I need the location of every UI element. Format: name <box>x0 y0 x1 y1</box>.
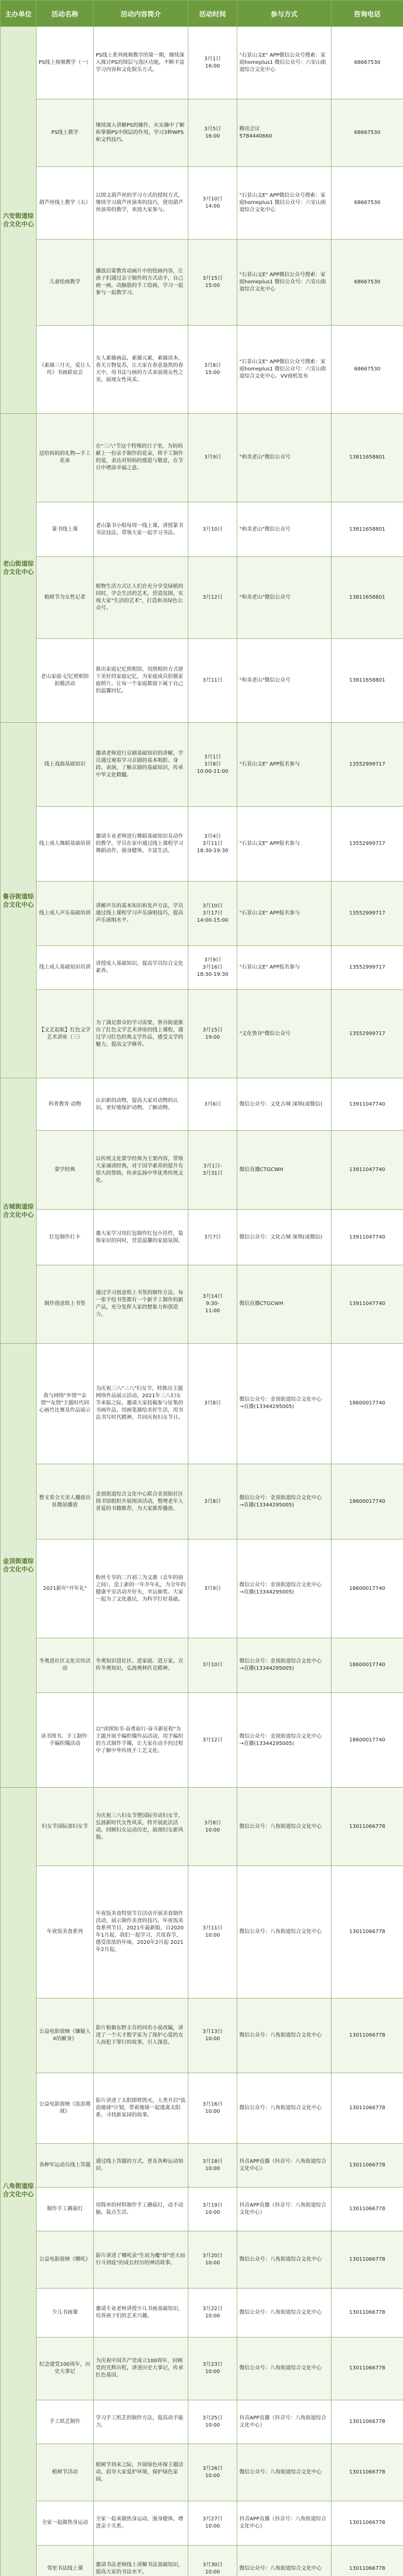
table-row <box>1 557 403 638</box>
contact-phone-cell: 13552999717 <box>331 990 403 1078</box>
participation-method-cell: "石景山文E" APP微信公众号搜索：家庭homeplus1 微信公众号：六安山街道综合文化中心 <box>237 27 331 99</box>
contact-phone-cell: 18600017740 <box>331 1539 403 1638</box>
header-activity-content: 活动内容简介 <box>94 1 188 27</box>
activity-content-cell: 老山篆书小组每周一线上课，讲授篆书书法技法，带领大家一起学习书法。 <box>94 502 188 556</box>
contact-phone-cell: 13811658801 <box>331 413 403 502</box>
participation-method-cell: "石景山文E" APP报名参与 <box>237 807 331 881</box>
activity-time-cell: 3月12日 <box>188 1692 237 1787</box>
activity-name-cell: 线上成人基础知识培训 <box>37 945 94 989</box>
activity-content-cell: 为庆祝三八"三八"妇女节，特推出主题网络作品展示活动，2021年三八妇女节来临之际，邀请大家投稿参与征集的书画作品，用画笔描绘美好生活，用书法书写时代精神，共同庆祝妇女节日。 <box>94 1343 188 1464</box>
contact-phone-cell: 13011066778 <box>331 2501 403 2545</box>
activity-name-cell: 少儿书画课 <box>37 2289 94 2337</box>
activity-name-cell: 篆书线上课 <box>37 502 94 556</box>
activity-time-cell: 3月10日 3月17日 14:00-15:00 <box>188 881 237 945</box>
activity-time-cell: 3月9日 <box>188 1539 237 1638</box>
activity-name-cell: 读书图书、手工制作·手编织镯活动 <box>37 1692 94 1787</box>
contact-phone-cell: 13011066778 <box>331 2231 403 2289</box>
participation-method-cell: 微信直播CTGCWH <box>237 1130 331 1209</box>
contact-phone-cell: 18600017740 <box>331 1464 403 1539</box>
table-row <box>1 2073 403 2143</box>
activity-time-cell: 3月18日 10:00 <box>188 2143 237 2187</box>
table-row <box>1 413 403 502</box>
activity-content-cell: 以传统文化蒙学经典为主要内容，带领大家诵读经典，对于国学素养的提升有很大的帮助，传承弘扬中华优秀传统文化。 <box>94 1130 188 1209</box>
activity-time-cell: 3月16日 10:00 <box>188 2073 237 2143</box>
activity-time-cell: 3月26日 10:00 <box>188 2444 237 2501</box>
activity-time-cell: 3月1日 3月8日 10:00-11:00 <box>188 722 237 806</box>
table-row <box>1 2444 403 2501</box>
venue-cell: 老山街道综合文化中心 <box>1 413 37 722</box>
participation-method-cell: 微信公众号：文化古城 深圳(或微信) <box>237 1078 331 1130</box>
activity-time-cell: 3月1日 16:00 <box>188 27 237 99</box>
participation-method-cell: 微信公众号：八角街道综合文化中心 <box>237 1788 331 1866</box>
activity-name-cell: 《素描三月天，爱让人传》书画联谊会 <box>37 326 94 413</box>
activity-content-cell: 用简单的材料制作手工蘑菇灯，动手动脑，装点生活。 <box>94 2188 188 2231</box>
participation-method-cell: 抖音APP直播（抖音号：八角街道综合文化中心） <box>237 2501 331 2545</box>
table-row <box>1 945 403 989</box>
activity-content-cell: 粉丝专享的二月初三为文惠（去年的前之间），送上新的一年开年礼，为全年的健康平安活动开好头，幸运抽奖、大家一起为了文化惠民，为科学打好基础。 <box>94 1539 188 1638</box>
activity-name-cell: 植树节为女性记者 <box>37 557 94 638</box>
contact-phone-cell: 13911047740 <box>331 1078 403 1130</box>
header-activity-time: 活动时间 <box>188 1 237 27</box>
participation-method-cell: 微信公众号：八角街道综合文化中心 <box>237 1998 331 2073</box>
participation-method-cell: 微信公众号：八角街道综合文化中心 <box>237 2073 331 2143</box>
activity-time-cell: 3月7日 <box>188 1209 237 1265</box>
activity-content-cell: 冬奥知识进社区、进家庭、进万家，宣传冬奥知识，弘扬奥林匹克精神。 <box>94 1638 188 1692</box>
contact-phone-cell: 13011066778 <box>331 2444 403 2501</box>
activity-name-cell: 送给妈妈的礼物—手工花束 <box>37 413 94 502</box>
contact-phone-cell: 18600017740 <box>331 1638 403 1692</box>
activity-name-cell: 冬奥进社区文化宣传活动 <box>37 1638 94 1692</box>
activity-content-cell: 影片讲述了太阳即将毁灭，人类开启"流浪地球"计划，带着地球一起逃离太阳系，寻找新家园的故事。 <box>94 2073 188 2143</box>
table-row <box>1 2188 403 2231</box>
participation-method-cell: "石景山文E" APP微信公众号搜索：家庭homeplus1 微信公众号：六安山街道综合文化中心、VV商机发布 <box>237 326 331 413</box>
participation-method-cell: "和美老山"微信公众号 <box>237 502 331 556</box>
activity-time-cell: 3月15日 19:00 <box>188 990 237 1078</box>
table-row <box>1 2400 403 2444</box>
participation-method-cell: 微信公众号：八角街道综合文化中心 <box>237 2289 331 2337</box>
participation-method-cell: "文化鲁谷"微信公众号 <box>237 990 331 1078</box>
activity-time-cell: 3月11日 10:00 <box>188 1866 237 1998</box>
activity-content-cell: 学习手工纸艺的制作方法，提高动手能力。 <box>94 2400 188 2444</box>
venue-cell: 古城街道综合文化中心 <box>1 1078 37 1343</box>
activity-content-cell: 影片讲述了哪吒虽"生而为魔"却"逆天而行斗到底"的成长经历的神话故事。 <box>94 2231 188 2289</box>
activity-name-cell: 公益电影放映《嫌疑人X的献身》 <box>37 1998 94 2073</box>
activity-content-cell: PS线上系列视频教学的第一期，继续深入探讨PS的图层与选区功能，不断丰富学习内容和文化娱乐方式。 <box>94 27 188 99</box>
activity-content-cell: 为了满足群众的学习需要，鲁谷街道推出了红色文学艺术讲座的线上课程，通过学习红色经典文学作品，感受文学的魅力，提高文学修养。 <box>94 990 188 1078</box>
table-row <box>1 166 403 239</box>
activity-content-cell: 全家一起来做热身运动，强身健体，增进亲子关系。 <box>94 2501 188 2545</box>
activity-time-cell: 3月27日 10:00 <box>188 2501 237 2545</box>
activity-name-cell: 手工纸艺制作 <box>37 2400 94 2444</box>
activity-content-cell: 在"三八"节这个特殊的日子里，为妈妈献上一份亲手制作的花朵，将手工制作的爱，表达对妈妈的感恩与敬意，在节日中增添幸福之意。 <box>94 413 188 502</box>
activity-name-cell: 蒙学经典 <box>37 1130 94 1209</box>
participation-method-cell: 微信直播CTGCWH <box>237 1265 331 1343</box>
contact-phone-cell: 13811658801 <box>331 557 403 638</box>
table-row <box>1 1788 403 1866</box>
activity-time-cell: 3月5日 16:00 <box>188 99 237 166</box>
contact-phone-cell: 68667530 <box>331 27 403 99</box>
table-row <box>1 1343 403 1464</box>
activity-name-cell: 2021新年"开年礼" <box>37 1539 94 1638</box>
table-row <box>1 99 403 166</box>
activity-content-cell: 植树节到来之际，开展绿色环保主题活动，倡导大家爱护环境，保护绿色家园。 <box>94 2444 188 2501</box>
table-row <box>1 326 403 413</box>
contact-phone-cell: 13911047740 <box>331 1209 403 1265</box>
venue-cell: 金顶街道综合文化中心 <box>1 1343 37 1788</box>
contact-phone-cell: 68667530 <box>331 326 403 413</box>
contact-phone-cell: 13552999717 <box>331 881 403 945</box>
activity-name-cell: 植树节活动 <box>37 2444 94 2501</box>
participation-method-cell: 微信公众号：文化古城 深圳(或微信) <box>237 1209 331 1265</box>
contact-phone-cell: 13552999717 <box>331 722 403 806</box>
activity-content-cell: 继续深入讲解PS的操作，从实操中了解和掌握PS中图层的作用，学习3种WPS和文档技巧。 <box>94 99 188 166</box>
participation-method-cell: 抖音APP直播（抖音号：八角街道综合文化中心） <box>237 2400 331 2444</box>
activity-content-cell: 邀请专业老师讲授少儿书画基础知识，培养孩子们的艺术兴趣。 <box>94 2289 188 2337</box>
activity-name-cell: 儿童绘画教学 <box>37 239 94 325</box>
contact-phone-cell: 68667530 <box>331 239 403 325</box>
table-row <box>1 990 403 1078</box>
header-activity-name: 活动名称 <box>37 1 94 27</box>
contact-phone-cell: 13011066778 <box>331 2073 403 2143</box>
activity-name-cell: 葫芦丝线上教学（五） <box>37 166 94 239</box>
contact-phone-cell: 13011066778 <box>331 2188 403 2231</box>
table-row <box>1 27 403 99</box>
activity-content-cell: 以"读图知书·奋勇前行·奋斗新征程"为主题开展手编织镯作品活动，用手编织的方式制作手镯，让大家在动手的过程中了解中华传统手工艺文化。 <box>94 1692 188 1787</box>
table-row <box>1 1638 403 1692</box>
activity-content-cell: 邀大家学习用红包制作红包小挂件，装饰家居的同时，营造温馨的家庭氛围。 <box>94 1209 188 1265</box>
activity-time-cell: 3月22日 10:00 <box>188 2289 237 2337</box>
activity-time-cell: 3月8日 <box>188 1343 237 1464</box>
activity-content-cell: 金顶街道综合文化中心联合金顶街社区图书馆组织开展阅读活动，整理老年人喜爱的书籍推荐，为大家推荐播放。 <box>94 1464 188 1539</box>
contact-phone-cell: 68667530 <box>331 99 403 166</box>
activity-content-cell: 邀请书法老师线上讲解书法基础知识，提高大家的书法水平。 <box>94 2545 188 2576</box>
activity-content-cell: 女人素描画品，素描元素，素描读本，春天万物复苏，让大家在春意盎然的春天中，用书法与画的方式来展现女性之美，展现女性风采。 <box>94 326 188 413</box>
participation-method-cell: "石景山文E" APP微信公众号搜索：家庭homeplus1 微信公众号：六安山街道综合文化中心 <box>237 239 331 325</box>
participation-method-cell: "和美老山"微信公众号 <box>237 638 331 722</box>
activity-content-cell: 推出家庭记忆照相馆，用照相的方式留下美好的家庭记忆，为家庭成员拍摄家庭照片，让每一个家庭都留下属于自己的温馨回忆。 <box>94 638 188 722</box>
participation-method-cell: "石景山文E" APP报名参与 <box>237 945 331 989</box>
activity-time-cell: 3月8日 <box>188 1464 237 1539</box>
participation-method-cell: 微信公众号：金顶街道综合文化中心 →直播(13344295005) <box>237 1539 331 1638</box>
activity-time-cell: 3月11日 <box>188 638 237 722</box>
header-venue: 主办单位 <box>1 1 37 27</box>
activity-name-cell: PS线上教学 <box>37 99 94 166</box>
table-row <box>1 1539 403 1638</box>
activity-content-cell: 认识新的动物，提高大家对动物的认识，更好地保护动物，了解动物。 <box>94 1078 188 1130</box>
activity-name-cell: 制作手工蘑菇灯 <box>37 2188 94 2231</box>
activity-time-cell: 3月14日 9:30- 11:00 <box>188 1265 237 1343</box>
activity-name-cell: 线上戏曲基础知识 <box>37 722 94 806</box>
table-row <box>1 722 403 806</box>
participation-method-cell: 微信公众号：金顶街道综合文化中心 →直播(13344295005) <box>237 1692 331 1787</box>
participation-method-cell: 微信公众号：八角街道综合文化中心 <box>237 2231 331 2289</box>
activity-time-cell: 3月25日 10:00 <box>188 2400 237 2444</box>
activity-name-cell: 【文艺起航】红色文学艺术讲座（三） <box>37 990 94 1078</box>
table-row <box>1 239 403 325</box>
activity-name-cell: 妇女节国际部妇女节 <box>37 1788 94 1866</box>
activity-name-cell: 线上成人声乐基础培训 <box>37 881 94 945</box>
table-row <box>1 638 403 722</box>
table-row <box>1 1692 403 1787</box>
activity-content-cell: 邀请老师进行京剧基础知识的讲解，学员通过观看学习京剧的基本唱腔、身段、表演，了解京剧的基础知识，传承中华文化精髓。 <box>94 722 188 806</box>
table-row <box>1 2545 403 2576</box>
activity-time-cell: 3月13日 10:00 <box>188 1998 237 2073</box>
table-row <box>1 2501 403 2545</box>
activity-content-cell: 通过学习创意纸上书签的制作方法，每一张手绘书签都有一个新手工制作的新产品，充分发挥大家的想象力和创造力。 <box>94 1265 188 1343</box>
participation-method-cell: 微信公众号：金顶街道综合文化中心 →直播(13344295005) <box>237 1464 331 1539</box>
activity-time-cell: 3月9日 3月16日 18:30-19:30 <box>188 945 237 989</box>
table-row <box>1 502 403 556</box>
table-row <box>1 881 403 945</box>
table-row <box>1 2231 403 2289</box>
table-row <box>1 1464 403 1539</box>
header-contact-phone: 咨询电话 <box>331 1 403 27</box>
participation-method-cell: 腾讯会议 5784440660 <box>237 99 331 166</box>
activity-content-cell: 讲授成人基础知识，提高学员综合文化素养。 <box>94 945 188 989</box>
participation-method-cell: 抖音APP直播（抖音号：八角街道综合文化中心） <box>237 2188 331 2231</box>
table-row <box>1 1130 403 1209</box>
activity-time-cell: 3月10日 <box>188 502 237 556</box>
contact-phone-cell: 18600017740 <box>331 1343 403 1464</box>
activity-name-cell: 全家一起做热身运动 <box>37 2501 94 2545</box>
contact-phone-cell: 18600017740 <box>331 1692 403 1787</box>
contact-phone-cell: 13811658801 <box>331 638 403 722</box>
table-row <box>1 2143 403 2187</box>
table-row <box>1 1078 403 1130</box>
activity-content-cell: 邀请专业老师进行舞蹈基础知识及动作的教学，学员在家中通过线上课程学习舞蹈动作，强身健体，丰富生活。 <box>94 807 188 881</box>
participation-method-cell: "和美老山"微信公众号 <box>237 557 331 638</box>
activity-time-cell: 3月8日 10:00 <box>188 1788 237 1866</box>
activity-name-cell: 科普教育·动物 <box>37 1078 94 1130</box>
activity-time-cell: 3月30日 10:00 <box>188 2545 237 2576</box>
table-row <box>1 2289 403 2337</box>
activity-content-cell: 通过线上答题的方式，普及各种运动知识。 <box>94 2143 188 2187</box>
activity-name-cell: 老山家庭·记忆照相馆拍摄活动 <box>37 638 94 722</box>
participation-method-cell: 微信公众号：金顶街道综合文化中心 →直播(13344295005) <box>237 1343 331 1464</box>
table-row <box>1 1998 403 2073</box>
table-row <box>1 807 403 881</box>
activity-time-cell: 3月19日 10:00 <box>188 2188 237 2231</box>
venue-cell: 八角街道综合文化中心 <box>1 1788 37 2576</box>
activity-time-cell: 3月9日 <box>188 413 237 502</box>
participation-method-cell: 微信公众号：八角街道综合文化中心 <box>237 2444 331 2501</box>
table-header-row <box>1 1 403 27</box>
participation-method-cell: "石景山文E" APP微信公众号搜索：家庭homeplus1 微信公众号：六安山街道综合文化中心 <box>237 166 331 239</box>
activity-name-cell: 各种军运动员线上答题 <box>37 2143 94 2187</box>
table-row <box>1 1209 403 1265</box>
activity-time-cell: 3月1日- 3月31日 <box>188 1130 237 1209</box>
participation-method-cell: 微信公众号：八角街道综合文化中心 <box>237 2337 331 2400</box>
activity-name-cell: PS线上视频教学（一） <box>37 27 94 99</box>
contact-phone-cell: 13011066778 <box>331 1788 403 1866</box>
activity-name-cell: 邻里书法线上课 <box>37 2545 94 2576</box>
contact-phone-cell: 13552999717 <box>331 945 403 989</box>
contact-phone-cell: 13811658801 <box>331 502 403 556</box>
activity-time-cell: 3月10日 <box>188 1638 237 1692</box>
venue-cell: 鲁谷街道综合文化中心 <box>1 722 37 1078</box>
activity-content-cell: 播放启蒙教育动画片中的绘画内容，让孩子们通过亲子制作的方式动手，自己画一画，动脑筋的手工绘画，学习一起参与一起教学习。 <box>94 239 188 325</box>
activity-time-cell: 3月4日 3月11日 18:30-19:30 <box>188 807 237 881</box>
contact-phone-cell: 13011066778 <box>331 2289 403 2337</box>
activity-content-cell: 植物生活方式让人们在充分享受绿植的同时，学会生活的艺术，营造氛围，实现大家"生活的艺术"，打造和美绿色公众号。 <box>94 557 188 638</box>
participation-method-cell: "石景山文E" APP报名参与 <box>237 881 331 945</box>
participation-method-cell: 微信公众号：八角街道综合文化中心 <box>237 2545 331 2576</box>
activity-time-cell: 3月15日 15:00 <box>188 239 237 325</box>
activity-content-cell: 为庆祝三八妇女节暨国际劳动妇女节，弘扬新时代女性风采，特开展此次活动，回顾妇女运动历史，展现妇女新风貌。 <box>94 1788 188 1866</box>
activity-name-cell: 我与网络"乡情""亲情""友情"主题时代同心画竹比赛及作品展示 <box>37 1343 94 1464</box>
contact-phone-cell: 13011066778 <box>331 2400 403 2444</box>
activity-time-cell: 3月6日 <box>188 1078 237 1130</box>
activity-name-cell: 年夜饭美食系列 <box>37 1866 94 1998</box>
activity-time-cell: 3月12日 <box>188 557 237 638</box>
activity-time-cell: 3月23日 10:00 <box>188 2337 237 2400</box>
contact-phone-cell: 13011066778 <box>331 2143 403 2187</box>
contact-phone-cell: 13911047740 <box>331 1130 403 1209</box>
participation-method-cell: "和美老山"微信公众号 <box>237 413 331 502</box>
table-row <box>1 1265 403 1343</box>
venue-cell: 六安街道综合文化中心 <box>1 27 37 414</box>
table-row <box>1 1866 403 1998</box>
activity-name-cell: 线上成人舞蹈基础培训 <box>37 807 94 881</box>
activity-content-cell: 为庆祝中国共产党成立100周年，回顾党的光辉历程，讲述历史大事记，传承红色基因。 <box>94 2337 188 2400</box>
contact-phone-cell: 13911047740 <box>331 1265 403 1343</box>
activity-time-cell: 3月10日 14:00 <box>188 166 237 239</box>
activity-content-cell: 以图文葫芦丝的学习方式的授权方式，继续学习葫芦丝演奏的技巧，使用葫芦丝演奏的教学，欢迎大家参与。 <box>94 166 188 239</box>
contact-phone-cell: 13011066778 <box>331 2337 403 2400</box>
activity-name-cell: 公益电影放映《流浪地球》 <box>37 2073 94 2143</box>
participation-method-cell: "石景山文E" APP报名参与 <box>237 722 331 806</box>
activity-name-cell: 整支看全天美人播放出驻微展播放 <box>37 1464 94 1539</box>
activity-content-cell: 讲解声乐的基本知识和发声方法，学员通过线上课程学习声乐演唱技巧，提高声乐演唱水平。 <box>94 881 188 945</box>
contact-phone-cell: 13011066778 <box>331 1998 403 2073</box>
activity-time-cell: 3月20日 10:00 <box>188 2231 237 2289</box>
activity-name-cell: 纪念建党100周年，历史大事记 <box>37 2337 94 2400</box>
contact-phone-cell: 13552999717 <box>331 807 403 881</box>
participation-method-cell: 微信公众号：八角街道综合文化中心 <box>237 1866 331 1998</box>
participation-method-cell: 微信公众号：金顶街道综合文化中心 →直播(13344295005) <box>237 1638 331 1692</box>
activity-name-cell: 制作创意纸上书签 <box>37 1265 94 1343</box>
table-row <box>1 2337 403 2400</box>
activity-content-cell: 年夜饭美食特别节目活动开展美食制作活动，展示制作美食的技巧，年夜饭美食系列节目，2021年最新版，自2020年1月起，我们一起学习，共度春节，感受浓浓的年味，2020年2月起 2021年2月起。 <box>94 1866 188 1998</box>
activity-name-cell: 公益电影放映《哪吒》 <box>37 2231 94 2289</box>
activity-name-cell: 红包制作打卡 <box>37 1209 94 1265</box>
contact-phone-cell: 68667530 <box>331 166 403 239</box>
contact-phone-cell: 13011066778 <box>331 1866 403 1998</box>
activity-time-cell: 3月8日 15:00 <box>188 326 237 413</box>
contact-phone-cell: 13011066778 <box>331 2545 403 2576</box>
activity-content-cell: 影片根据东野圭吾的同名小说改编，讲述了一个天才数学家为了保护心爱的女人而犯下罪行的故事，引人深思。 <box>94 1998 188 2073</box>
participation-method-cell: 抖音APP直播（抖音号：八角街道综合文化中心） <box>237 2143 331 2187</box>
header-participation-method: 参与方式 <box>237 1 331 27</box>
